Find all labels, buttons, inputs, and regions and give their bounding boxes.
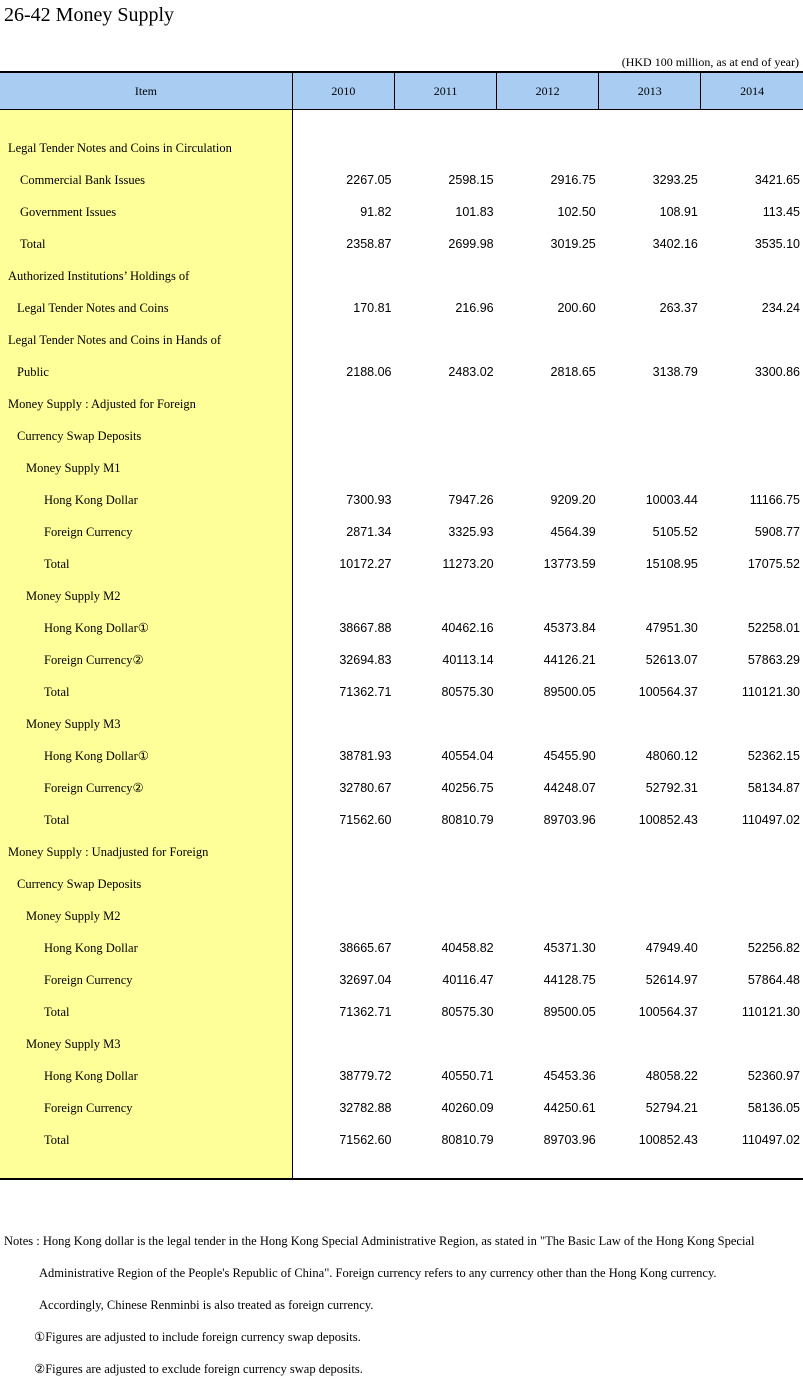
value-cell: 108.91	[659, 205, 698, 219]
value-cell: 47949.40	[645, 941, 698, 955]
value-cell: 80810.79	[441, 1133, 494, 1147]
value-cell: 2818.65	[550, 365, 596, 379]
value-cell: 48060.12	[645, 749, 698, 763]
value-cell	[394, 324, 496, 356]
value-cell	[599, 708, 701, 740]
table-row	[0, 388, 803, 420]
column-header-item: Item	[0, 72, 292, 110]
value-cell: 3300.86	[754, 365, 800, 379]
row-label: Currency Swap Deposits	[0, 420, 292, 452]
spacer-cell	[0, 1156, 292, 1179]
value-cell: 40458.82	[441, 941, 494, 955]
value-cell: 7300.93	[346, 493, 392, 507]
value-cell: 80575.30	[441, 685, 494, 699]
value-cell: 52258.01	[747, 621, 800, 635]
note-line: Administrative Region of the People's Republic of China". Foreign currency refers to any currency other than the Hong Kong currency.	[39, 1266, 717, 1280]
value-cell: 110121.30	[741, 685, 800, 699]
note-line: Notes : Hong Kong dollar is the legal tender in the Hong Kong Special Administrative Region, as stated in "The Basic Law of the Hong Kong Special	[4, 1234, 755, 1248]
value-cell: 48058.22	[645, 1069, 698, 1083]
table-row	[0, 196, 803, 228]
value-cell	[599, 132, 701, 164]
row-label: Public	[0, 356, 292, 388]
table-row	[0, 1124, 803, 1156]
value-cell	[292, 388, 394, 420]
value-cell: 10172.27	[339, 557, 392, 571]
value-cell	[701, 1028, 803, 1060]
value-cell: 38665.67	[339, 941, 392, 955]
value-cell: 44248.07	[543, 781, 596, 795]
value-cell	[394, 132, 496, 164]
table-row	[0, 260, 803, 292]
value-cell	[701, 708, 803, 740]
column-header-year: 2012	[497, 72, 599, 110]
row-label: Money Supply M2	[0, 900, 292, 932]
value-cell	[599, 868, 701, 900]
table-row	[0, 964, 803, 996]
value-cell: 91.82	[360, 205, 392, 219]
row-label: Commercial Bank Issues	[0, 164, 292, 196]
row-label: Foreign Currency	[0, 1092, 292, 1124]
value-cell	[292, 324, 394, 356]
value-cell: 52614.97	[645, 973, 698, 987]
row-label: Legal Tender Notes and Coins	[0, 292, 292, 324]
value-cell: 80575.30	[441, 1005, 494, 1019]
row-label: Money Supply M3	[0, 708, 292, 740]
value-cell: 110497.02	[741, 813, 800, 827]
value-cell: 100852.43	[638, 1133, 698, 1147]
value-cell	[497, 1028, 599, 1060]
value-cell: 40256.75	[441, 781, 494, 795]
value-cell: 45455.90	[543, 749, 596, 763]
value-cell: 32697.04	[339, 973, 392, 987]
value-cell: 32782.88	[339, 1101, 392, 1115]
value-cell	[497, 420, 599, 452]
row-label: Hong Kong Dollar①	[0, 740, 292, 772]
row-label: Total	[0, 676, 292, 708]
value-cell	[701, 420, 803, 452]
row-label: Hong Kong Dollar	[0, 932, 292, 964]
value-cell	[497, 132, 599, 164]
table-row	[0, 1092, 803, 1124]
footnote-2: ②Figures are adjusted to exclude foreign currency swap deposits.	[34, 1362, 363, 1376]
value-cell	[701, 836, 803, 868]
value-cell	[292, 132, 394, 164]
value-cell: 5105.52	[652, 525, 698, 539]
row-label: Foreign Currency	[0, 516, 292, 548]
row-label: Government Issues	[0, 196, 292, 228]
table-body	[0, 110, 803, 1180]
spacer-cell	[394, 1156, 496, 1179]
value-cell: 52792.31	[645, 781, 698, 795]
value-cell	[599, 452, 701, 484]
value-cell	[394, 836, 496, 868]
value-cell: 4564.39	[550, 525, 596, 539]
table-row	[0, 900, 803, 932]
value-cell: 3535.10	[754, 237, 800, 251]
value-cell	[292, 452, 394, 484]
value-cell	[394, 708, 496, 740]
row-label: Hong Kong Dollar①	[0, 612, 292, 644]
row-label: Money Supply M1	[0, 452, 292, 484]
value-cell	[701, 260, 803, 292]
value-cell: 200.60	[557, 301, 596, 315]
spacer-cell	[497, 110, 599, 133]
value-cell: 2916.75	[550, 173, 596, 187]
table-row	[0, 804, 803, 836]
value-cell	[701, 388, 803, 420]
value-cell: 40116.47	[442, 973, 494, 987]
value-cell: 100852.43	[638, 813, 698, 827]
table-row	[0, 228, 803, 260]
value-cell: 38667.88	[339, 621, 392, 635]
value-cell	[701, 900, 803, 932]
value-cell	[497, 324, 599, 356]
value-cell: 58136.05	[747, 1101, 800, 1115]
value-cell: 58134.87	[747, 781, 800, 795]
notes-section	[4, 1225, 799, 1385]
table-row	[0, 772, 803, 804]
value-cell	[292, 708, 394, 740]
row-label: Authorized Institutions’ Holdings of	[0, 260, 292, 292]
value-cell: 3421.65	[754, 173, 800, 187]
value-cell: 17075.52	[747, 557, 800, 571]
value-cell: 40260.09	[441, 1101, 494, 1115]
value-cell	[394, 580, 496, 612]
value-cell: 45453.36	[543, 1069, 596, 1083]
value-cell: 52613.07	[645, 653, 698, 667]
table-row	[0, 996, 803, 1028]
footnote-1: ①Figures are adjusted to include foreign currency swap deposits.	[34, 1330, 361, 1344]
table-header-row	[0, 72, 803, 110]
value-cell: 2871.34	[346, 525, 392, 539]
value-cell: 44250.61	[543, 1101, 596, 1115]
row-label: Money Supply : Adjusted for Foreign	[0, 388, 292, 420]
table-row	[0, 132, 803, 164]
value-cell	[292, 260, 394, 292]
value-cell: 15108.95	[645, 557, 698, 571]
value-cell: 32780.67	[339, 781, 392, 795]
value-cell	[394, 452, 496, 484]
value-cell: 71562.60	[339, 1133, 392, 1147]
value-cell: 40554.04	[441, 749, 494, 763]
value-cell: 110121.30	[741, 1005, 800, 1019]
value-cell	[599, 260, 701, 292]
value-cell: 89500.05	[543, 685, 596, 699]
value-cell	[497, 708, 599, 740]
spacer-cell	[292, 1156, 394, 1179]
value-cell: 32694.83	[339, 653, 392, 667]
value-cell: 7947.26	[448, 493, 494, 507]
value-cell	[497, 388, 599, 420]
value-cell: 3019.25	[550, 237, 596, 251]
table-row	[0, 1028, 803, 1060]
value-cell	[292, 836, 394, 868]
value-cell	[599, 324, 701, 356]
value-cell: 2358.87	[346, 237, 392, 251]
column-header-year: 2010	[292, 72, 394, 110]
value-cell	[497, 868, 599, 900]
value-cell	[497, 836, 599, 868]
spacer-cell	[497, 1156, 599, 1179]
value-cell: 40550.71	[441, 1069, 494, 1083]
value-cell: 2699.98	[448, 237, 494, 251]
table-row	[0, 292, 803, 324]
spacer-cell	[701, 110, 803, 133]
value-cell	[599, 900, 701, 932]
row-label: Hong Kong Dollar	[0, 1060, 292, 1092]
column-header-year: 2011	[394, 72, 496, 110]
value-cell	[599, 388, 701, 420]
value-cell	[599, 580, 701, 612]
table-row	[0, 868, 803, 900]
value-cell: 263.37	[659, 301, 698, 315]
row-label: Foreign Currency②	[0, 644, 292, 676]
value-cell	[394, 868, 496, 900]
spacer-row	[0, 110, 803, 133]
value-cell	[599, 420, 701, 452]
value-cell	[292, 420, 394, 452]
value-cell	[701, 324, 803, 356]
row-label: Total	[0, 1124, 292, 1156]
value-cell: 71362.71	[339, 1005, 392, 1019]
value-cell: 52362.15	[747, 749, 800, 763]
table-row	[0, 484, 803, 516]
value-cell: 13773.59	[543, 557, 596, 571]
spacer-row	[0, 1156, 803, 1179]
value-cell: 38781.93	[339, 749, 392, 763]
value-cell	[394, 420, 496, 452]
value-cell: 47951.30	[645, 621, 698, 635]
value-cell	[394, 260, 496, 292]
spacer-cell	[394, 110, 496, 133]
spacer-cell	[292, 110, 394, 133]
value-cell: 57863.29	[747, 653, 800, 667]
row-label: Total	[0, 548, 292, 580]
value-cell: 40462.16	[441, 621, 494, 635]
value-cell: 45373.84	[543, 621, 596, 635]
value-cell	[292, 1028, 394, 1060]
value-cell: 89703.96	[543, 813, 596, 827]
value-cell	[394, 900, 496, 932]
value-cell	[292, 868, 394, 900]
note-line: Accordingly, Chinese Renminbi is also treated as foreign currency.	[39, 1298, 374, 1312]
row-label: Money Supply M2	[0, 580, 292, 612]
money-supply-table	[0, 71, 803, 1180]
table-row	[0, 548, 803, 580]
value-cell	[701, 132, 803, 164]
value-cell	[497, 580, 599, 612]
value-cell: 170.81	[353, 301, 392, 315]
value-cell	[292, 900, 394, 932]
table-row	[0, 644, 803, 676]
value-cell: 44126.21	[543, 653, 596, 667]
row-label: Hong Kong Dollar	[0, 484, 292, 516]
value-cell: 89703.96	[543, 1133, 596, 1147]
table-row	[0, 612, 803, 644]
value-cell: 2483.02	[448, 365, 494, 379]
value-cell	[701, 580, 803, 612]
value-cell: 101.83	[455, 205, 494, 219]
value-cell	[701, 868, 803, 900]
value-cell: 2598.15	[448, 173, 494, 187]
table-row	[0, 324, 803, 356]
value-cell: 71562.60	[339, 813, 392, 827]
value-cell: 10003.44	[645, 493, 698, 507]
value-cell: 44128.75	[543, 973, 596, 987]
value-cell	[497, 900, 599, 932]
value-cell: 3293.25	[652, 173, 698, 187]
row-label: Foreign Currency	[0, 964, 292, 996]
value-cell: 100564.37	[638, 1005, 698, 1019]
value-cell	[497, 452, 599, 484]
row-label: Total	[0, 228, 292, 260]
table-row	[0, 452, 803, 484]
value-cell: 9209.20	[550, 493, 596, 507]
value-cell: 52794.21	[645, 1101, 698, 1115]
value-cell: 100564.37	[638, 685, 698, 699]
money-supply-table-wrap	[0, 71, 803, 1180]
table-row	[0, 420, 803, 452]
table-row	[0, 580, 803, 612]
value-cell: 2188.06	[346, 365, 392, 379]
value-cell: 57864.48	[747, 973, 800, 987]
page-title: 26-42 Money Supply	[4, 4, 174, 26]
value-cell	[497, 260, 599, 292]
value-cell: 52256.82	[747, 941, 800, 955]
table-row	[0, 516, 803, 548]
column-header-year: 2013	[599, 72, 701, 110]
spacer-cell	[0, 110, 292, 133]
value-cell	[701, 452, 803, 484]
value-cell: 2267.05	[346, 173, 392, 187]
value-cell: 89500.05	[543, 1005, 596, 1019]
row-label: Legal Tender Notes and Coins in Circulation	[0, 132, 292, 164]
column-header-year: 2014	[701, 72, 803, 110]
table-row	[0, 932, 803, 964]
table-row	[0, 708, 803, 740]
value-cell: 234.24	[761, 301, 800, 315]
value-cell: 80810.79	[441, 813, 494, 827]
value-cell: 11166.75	[749, 493, 800, 507]
value-cell: 40113.14	[442, 653, 494, 667]
table-row	[0, 740, 803, 772]
value-cell: 216.96	[455, 301, 494, 315]
value-cell: 71362.71	[339, 685, 392, 699]
table-row	[0, 164, 803, 196]
value-cell	[292, 580, 394, 612]
table-row	[0, 1060, 803, 1092]
value-cell	[394, 388, 496, 420]
row-label: Money Supply : Unadjusted for Foreign	[0, 836, 292, 868]
value-cell: 38779.72	[339, 1069, 392, 1083]
value-cell: 102.50	[557, 205, 596, 219]
value-cell	[599, 836, 701, 868]
row-label: Total	[0, 996, 292, 1028]
spacer-cell	[599, 1156, 701, 1179]
value-cell	[599, 1028, 701, 1060]
value-cell: 3402.16	[652, 237, 698, 251]
value-cell: 110497.02	[741, 1133, 800, 1147]
value-cell: 5908.77	[754, 525, 800, 539]
value-cell: 3325.93	[448, 525, 494, 539]
row-label: Total	[0, 804, 292, 836]
value-cell: 11273.20	[442, 557, 494, 571]
spacer-cell	[599, 110, 701, 133]
row-label: Currency Swap Deposits	[0, 868, 292, 900]
spacer-cell	[701, 1156, 803, 1179]
row-label: Money Supply M3	[0, 1028, 292, 1060]
value-cell: 3138.79	[652, 365, 698, 379]
value-cell: 113.45	[762, 205, 800, 219]
value-cell	[394, 1028, 496, 1060]
value-cell: 52360.97	[747, 1069, 800, 1083]
value-cell: 45371.30	[543, 941, 596, 955]
row-label: Legal Tender Notes and Coins in Hands of	[0, 324, 292, 356]
table-row	[0, 356, 803, 388]
table-row	[0, 836, 803, 868]
unit-note: (HKD 100 million, as at end of year)	[621, 55, 799, 69]
table-row	[0, 676, 803, 708]
row-label: Foreign Currency②	[0, 772, 292, 804]
